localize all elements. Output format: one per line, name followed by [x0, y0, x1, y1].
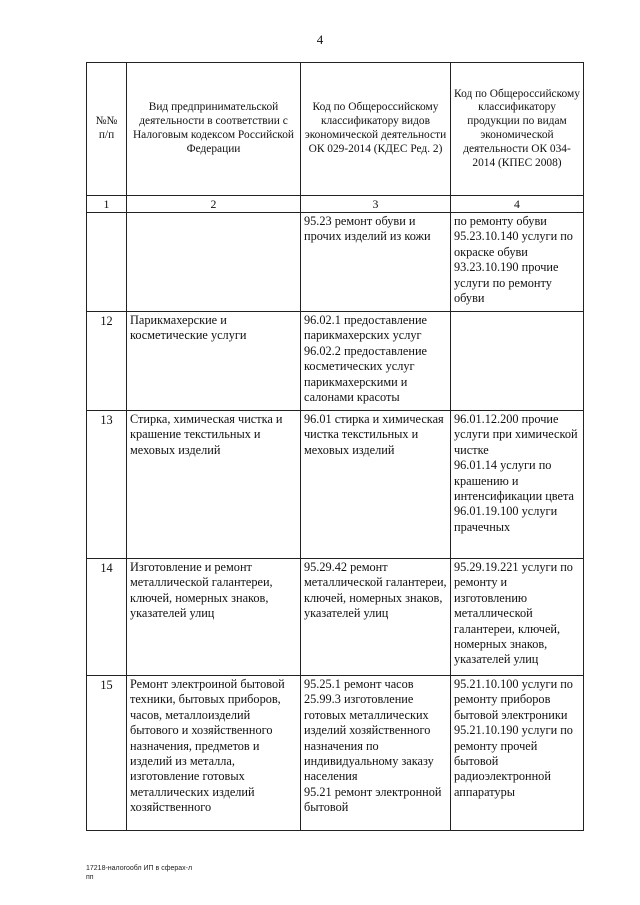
okpd-cell [451, 411, 584, 559]
okved-entry: 95.25.1 ремонт часов [304, 677, 414, 691]
table-row [87, 676, 584, 831]
okpd-entry: 96.01.14 услуги по крашению и интенсификации цвета [454, 458, 574, 504]
okved-entry: 96.02.1 предоставление парикмахерских услуг [304, 313, 427, 343]
table-row [87, 312, 584, 411]
okpd-entry: 95.21.10.190 услуги по ремонту прочей бытовой радиоэлектронной аппаратуры [454, 723, 573, 799]
okpd-cell [451, 312, 584, 411]
column-number: 3 [301, 196, 451, 213]
table-row [87, 213, 584, 312]
header-number: №№ п/п [87, 63, 127, 196]
row-number: 13 [87, 411, 127, 559]
okved-entry: 95.21 ремонт электронной бытовой [304, 784, 442, 815]
okpd-cell [451, 213, 584, 312]
okpd-cell [451, 676, 584, 831]
column-number: 4 [451, 196, 584, 213]
okpd-entry: 95.21.10.100 услуги по ремонту приборов бытовой электроники [454, 677, 573, 722]
column-number: 1 [87, 196, 127, 213]
okved-cell [301, 411, 451, 559]
okpd-entry: 95.23.10.140 услуги по окраске обуви [454, 229, 573, 259]
okved-entry: 96.02.2 предоставление косметических услуг парикмахерскими и салонами красоты [304, 343, 427, 405]
table-row [87, 559, 584, 676]
document-footer [86, 864, 192, 882]
okved-entry: 25.99.3 изготовление готовых металлических изделий хозяйственного назначения по индивидуальному заказу населения [304, 692, 434, 784]
okpd-entry: 96.01.12.200 прочие услуги при химической чистке [454, 412, 578, 457]
activity-cell [127, 213, 301, 312]
okved-cell [301, 559, 451, 676]
okpd-cell [451, 559, 584, 676]
classification-table [86, 62, 584, 831]
activity-cell: Стирка, химическая чистка и крашение текстильных и меховых изделий [127, 411, 301, 559]
okved-entry: 96.01 стирка и химическая чистка текстильных и меховых изделий [304, 412, 444, 457]
footer-suffix: пп [86, 874, 94, 881]
row-number [87, 213, 127, 312]
activity-cell: Ремонт электроиной бытовой техники, бытовых приборов, часов, металлоизделий бытового и хозяйственного назначения, предметов и изделий из металла, изготовление готовых металлических изделий хозяйственного [127, 676, 301, 831]
okved-cell [301, 312, 451, 411]
row-number: 14 [87, 559, 127, 676]
okpd-entry: 95.29.19.221 услуги по ремонту и изготовлению металлической галантереи, ключей, номерных знаков, указателей улиц [454, 560, 573, 667]
okpd-entry: 93.23.10.190 прочие услуги по ремонту обуви [454, 260, 559, 306]
row-number: 12 [87, 312, 127, 411]
okved-entry: 95.29.42 ремонт металлической галантереи, ключей, номерных знаков, указателей улиц [304, 560, 447, 621]
okved-cell [301, 676, 451, 831]
row-number: 15 [87, 676, 127, 831]
footer-filename: 17218-налогообл ИП в сферах-л [86, 865, 193, 872]
header-row [87, 63, 584, 196]
okved-entry: 95.23 ремонт обуви и прочих изделий из кожи [304, 214, 431, 244]
column-number: 2 [127, 196, 301, 213]
activity-cell: Парикмахерские и косметические услуги [127, 312, 301, 411]
header-okved: Код по Общероссийскому классификатору видов экономической деятельности ОК 029-2014 (КДЕС Ред. 2) [301, 63, 451, 196]
okpd-entry: 96.01.19.100 услуги прачечных [454, 504, 558, 534]
table-row [87, 411, 584, 559]
okpd-entry: по ремонту обуви [454, 214, 547, 228]
header-okpd: Код по Общероссийскому классификатору продукции по видам экономической деятельности ОК 034-2014 (КПЕС 2008) [451, 63, 584, 196]
page-number: 4 [316, 32, 324, 47]
okved-cell [301, 213, 451, 312]
header-activity: Вид предпринимательской деятельности в соответствии с Налоговым кодексом Российской Федерации [127, 63, 301, 196]
column-number-row [87, 196, 584, 213]
activity-cell: Изготовление и ремонт металлической галантереи, ключей, номерных знаков, указателей улиц [127, 559, 301, 676]
